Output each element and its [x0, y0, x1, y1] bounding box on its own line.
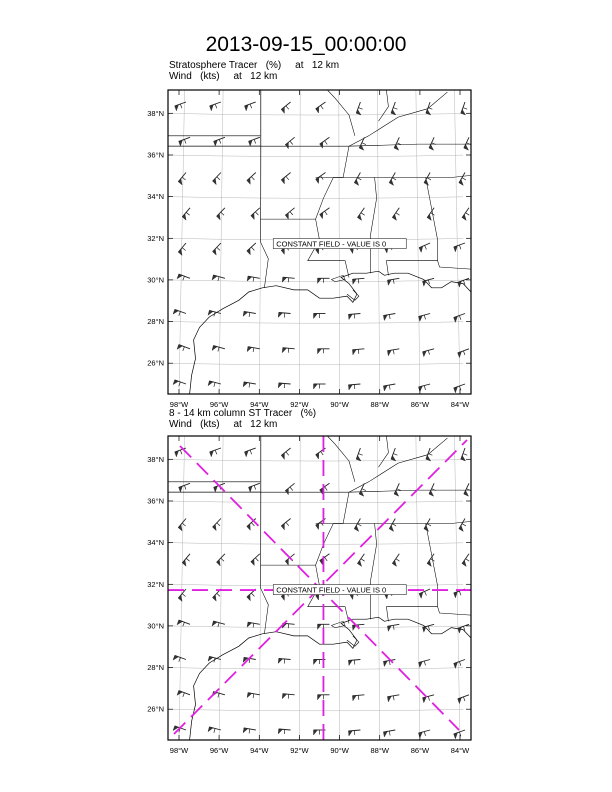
wind-barb [354, 519, 361, 532]
wind-barb [214, 137, 225, 146]
wind-barb [182, 208, 190, 220]
wind-barb [383, 384, 395, 391]
wind-barb [249, 483, 260, 492]
wind-barb [383, 730, 395, 737]
wind-barb [387, 278, 399, 285]
wind-barb [454, 660, 465, 669]
state-border [349, 490, 471, 492]
wind-barb [356, 448, 362, 461]
wind-barb [177, 274, 190, 280]
wind-barb [318, 278, 330, 283]
wind-barb [358, 554, 365, 567]
lon-tick-label: 98°W [169, 746, 189, 755]
wind-barb [348, 314, 360, 320]
lon-tick-label: 96°W [209, 400, 229, 409]
wind-barb [243, 382, 256, 388]
wind-barb [454, 384, 465, 393]
wind-barb [182, 554, 190, 566]
wind-barb [318, 695, 330, 700]
wind-barb [423, 695, 435, 703]
longitude-gridline [493, 90, 500, 394]
longitude-gridline [493, 436, 500, 740]
wind-barb [348, 384, 360, 390]
wind-barb [387, 624, 399, 631]
wind-barb [352, 695, 364, 701]
lon-tick-label: 90°W [330, 746, 349, 755]
wind-barb [383, 314, 395, 321]
wind-barb [281, 448, 290, 459]
wind-barb [392, 208, 399, 221]
lat-tick-label: 34°N [147, 538, 164, 548]
coastline [190, 271, 471, 394]
lon-tick-label: 86°W [410, 400, 430, 409]
latitude-gridline [168, 709, 463, 711]
wind-barb [320, 554, 330, 565]
wind-barb [429, 483, 436, 496]
lon-tick-label: 84°W [450, 746, 470, 755]
latitude-gridline [168, 501, 463, 503]
wind-barb [178, 243, 186, 255]
state-border [386, 524, 437, 622]
wind-barb [320, 483, 330, 494]
wind-barb [213, 243, 221, 255]
wind-barb [423, 349, 435, 357]
lat-tick-label: 38°N [147, 108, 164, 118]
wind-barb [179, 483, 190, 492]
lat-tick-label: 26°N [147, 358, 164, 368]
lon-tick-label: 96°W [209, 746, 229, 755]
wind-barb [454, 730, 465, 739]
lon-tick-label: 86°W [410, 746, 430, 755]
latitude-gridline [168, 197, 463, 199]
wind-barb [419, 243, 430, 252]
wind-barb [247, 173, 256, 185]
wind-barb [354, 173, 361, 186]
wind-barb [426, 102, 432, 115]
constant-field-label [273, 585, 406, 595]
wind-barb [213, 519, 221, 531]
wind-barb [352, 349, 364, 355]
wind-barb [212, 275, 225, 281]
lat-tick-label: 32°N [147, 579, 164, 589]
wind-barb [462, 554, 469, 567]
wind-barb [210, 102, 221, 111]
constant-field-label [273, 239, 406, 249]
wind-barb [177, 345, 190, 351]
wind-barb [210, 448, 221, 457]
wind-barb [245, 448, 256, 457]
lon-tick-label: 88°W [370, 746, 389, 755]
state-border [327, 90, 355, 136]
wind-barb [247, 347, 260, 352]
state-border [201, 90, 260, 146]
state-border [371, 178, 377, 274]
wind-barb [424, 173, 431, 186]
wind-barb [245, 102, 256, 111]
lake-outline [331, 275, 345, 281]
constant-field-text: CONSTANT FIELD - VALUE IS 0 [276, 585, 387, 595]
wind-barb [247, 519, 256, 531]
wind-barb [320, 208, 330, 219]
lon-tick-label: 92°W [290, 746, 309, 755]
wind-barb [281, 173, 290, 184]
wind-barb [212, 621, 225, 627]
wind-barb [316, 102, 326, 113]
wind-barb [358, 208, 365, 221]
wind-barb [464, 137, 471, 150]
wind-barb [462, 208, 469, 221]
state-border [327, 436, 355, 482]
wind-barb [314, 314, 326, 319]
latitude-gridline [168, 418, 463, 420]
wind-barb [426, 448, 432, 461]
state-border [438, 261, 471, 269]
wind-barb [173, 380, 186, 386]
latitude-gridline [168, 543, 463, 545]
lat-tick-label: 26°N [147, 704, 164, 714]
latitude-gridline [168, 363, 463, 365]
wind-barb [459, 173, 466, 186]
longitude-gridline [454, 436, 460, 740]
wind-barb [394, 483, 401, 496]
longitude-gridline [454, 90, 460, 394]
wind-barb [178, 519, 186, 531]
lat-tick-label: 30°N [147, 275, 164, 285]
lat-tick-label: 28°N [147, 317, 164, 326]
wind-barb [389, 519, 396, 532]
wind-barb [243, 311, 256, 317]
lon-tick-label: 94°W [250, 400, 269, 409]
lon-tick-label: 84°W [450, 400, 470, 409]
lat-tick-label: 34°N [147, 192, 164, 202]
longitude-gridline [139, 90, 146, 394]
delta-coastline [347, 290, 359, 300]
longitude-gridline [139, 436, 146, 740]
state-border [371, 524, 377, 620]
wind-barb [247, 622, 260, 627]
wind-barb [281, 102, 290, 113]
lon-tick-label: 92°W [290, 400, 309, 409]
wind-barb [278, 659, 290, 664]
wind-barb [285, 208, 294, 219]
top-wind-label: Wind (kts) at 12 km [169, 71, 278, 82]
wind-barb [213, 173, 221, 185]
wind-barb [278, 383, 290, 388]
wind-barb [348, 660, 360, 666]
wind-barb [247, 693, 260, 698]
state-border [261, 492, 269, 634]
wind-barb [178, 173, 186, 185]
map-panel-top [139, 72, 500, 409]
wind-barb [282, 348, 294, 353]
lon-tick-label: 94°W [250, 746, 269, 755]
wind-barb [464, 483, 471, 496]
wind-barb [247, 276, 260, 281]
bottom-wind-label: Wind (kts) at 12 km [169, 419, 278, 430]
state-border [386, 178, 437, 276]
wind-barb [316, 173, 326, 184]
wind-barb [394, 137, 401, 150]
wind-barb [356, 102, 362, 115]
wind-barb [392, 554, 399, 567]
lon-tick-label: 98°W [169, 400, 189, 409]
wind-barb [383, 660, 395, 667]
state-border [438, 607, 471, 615]
lake-outline [331, 621, 345, 627]
top-field-label: Stratosphere Tracer (%) at 12 km [169, 60, 340, 71]
wind-barb [424, 519, 431, 532]
wind-barb [217, 554, 225, 566]
constant-field-text: CONSTANT FIELD - VALUE IS 0 [276, 239, 387, 249]
wind-barb [314, 384, 326, 389]
wind-barb [285, 137, 294, 148]
lat-tick-label: 28°N [147, 663, 164, 672]
longitude-gridline [416, 90, 420, 394]
wind-barb [278, 313, 290, 318]
wind-barb [217, 208, 225, 220]
plot-title: 2013-09-15_00:00:00 [205, 33, 407, 56]
wind-barb [179, 137, 190, 146]
state-border [261, 146, 269, 288]
wind-barb [387, 695, 399, 702]
wind-barb [391, 102, 397, 115]
wind-barb [320, 137, 330, 148]
wind-barb [251, 208, 260, 220]
wind-barb [419, 660, 431, 668]
wind-barb [419, 314, 431, 322]
map-panel-bottom [139, 418, 500, 755]
lon-tick-label: 88°W [370, 400, 389, 409]
latitude-gridline [168, 72, 463, 74]
wind-barb [454, 243, 465, 252]
wind-barb [278, 729, 290, 734]
wind-barb [282, 694, 294, 699]
lat-tick-label: 36°N [147, 150, 164, 160]
latitude-gridline [168, 280, 463, 282]
wind-barb [389, 173, 396, 186]
wind-barb [459, 519, 466, 532]
wind-barb [318, 349, 330, 354]
wind-barb [173, 655, 186, 661]
wind-barb [177, 620, 190, 626]
coastline [190, 617, 471, 740]
lat-tick-label: 38°N [147, 454, 164, 464]
delta-coastline [347, 636, 359, 646]
wind-barb [243, 728, 256, 734]
latitude-gridline [168, 459, 463, 461]
lon-tick-label: 90°W [330, 400, 349, 409]
wind-barb [251, 554, 260, 566]
wind-barb [173, 309, 186, 315]
wind-barb [177, 691, 190, 697]
wind-barb [429, 137, 436, 150]
latitude-gridline [168, 113, 463, 115]
wind-barb [247, 243, 256, 255]
wind-barb [391, 448, 397, 461]
wind-barb [285, 483, 294, 494]
lat-tick-label: 32°N [147, 233, 164, 243]
wind-barb [387, 349, 399, 356]
latitude-gridline [168, 155, 463, 157]
wind-barb [249, 137, 260, 146]
longitude-gridline [416, 436, 420, 740]
wind-barb [281, 519, 290, 530]
wind-barb [212, 346, 225, 352]
bottom-field-label: 8 - 14 km column ST Tracer (%) [169, 408, 317, 419]
state-border [349, 144, 471, 146]
latitude-gridline [168, 626, 463, 628]
state-border [201, 436, 260, 492]
lat-tick-label: 30°N [147, 621, 164, 631]
wind-barb [454, 314, 465, 323]
wind-barb [348, 730, 360, 736]
lat-tick-label: 36°N [147, 496, 164, 506]
